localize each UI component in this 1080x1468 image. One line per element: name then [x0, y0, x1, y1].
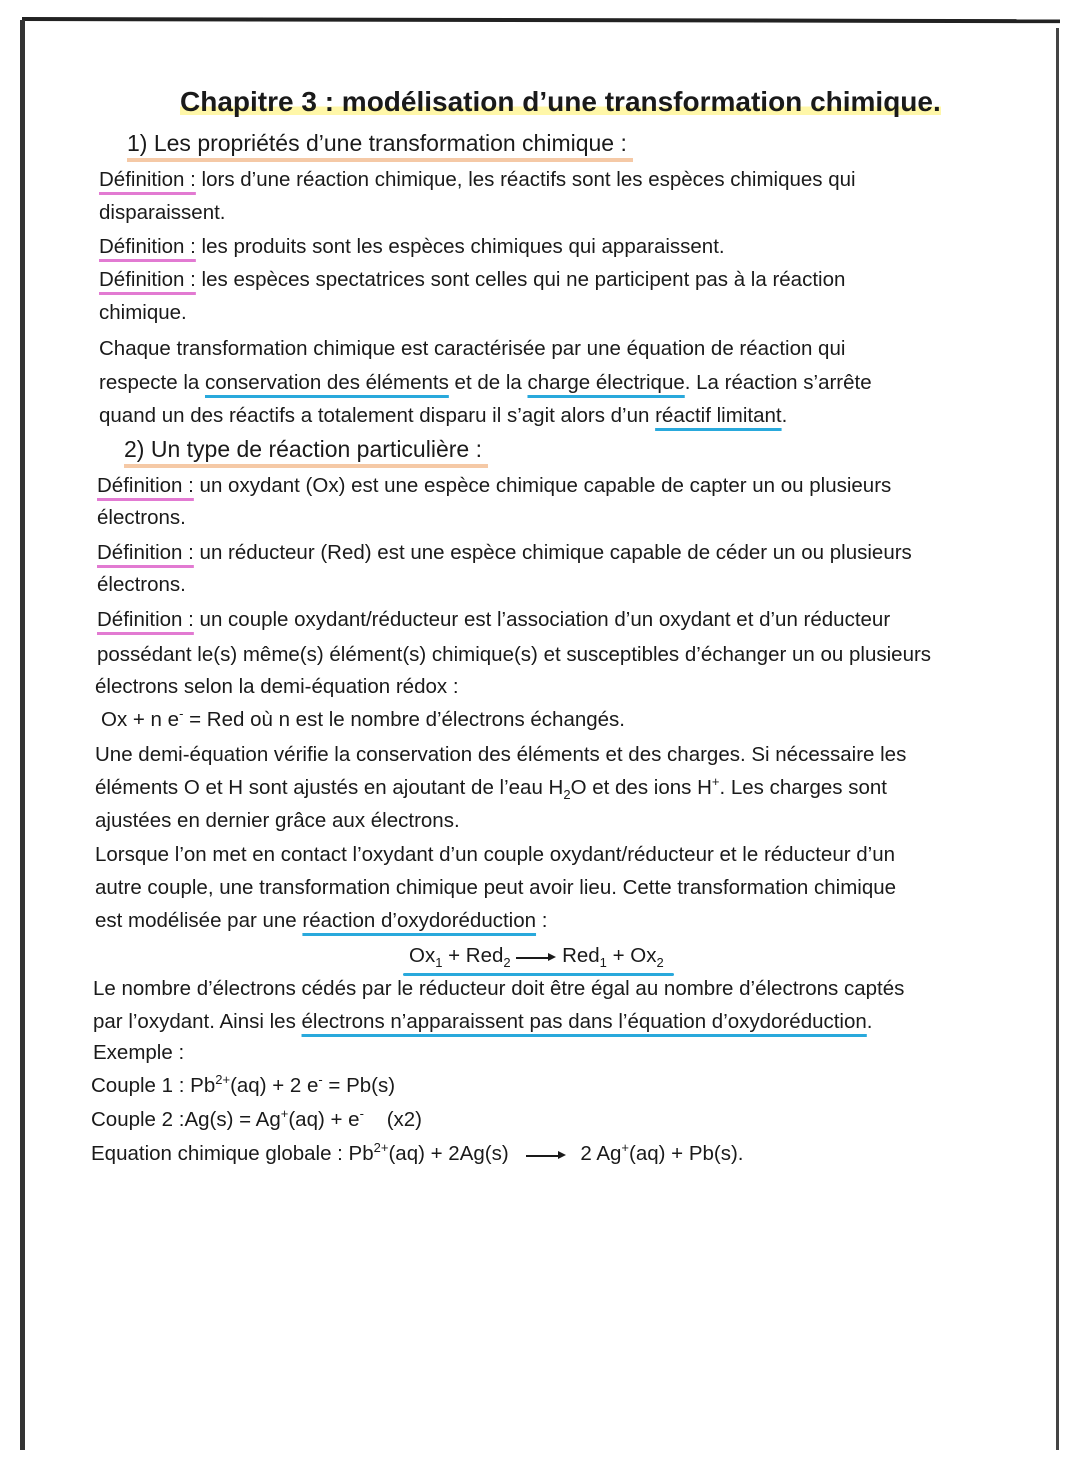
definition-reducteur-cont: électrons.	[97, 573, 186, 596]
section-heading-2: 2) Un type de réaction particulière :	[128, 436, 490, 463]
paragraph-demi-equation-l3: ajustées en dernier grâce aux électrons.	[95, 809, 460, 832]
definition-spectatrices-cont: chimique.	[99, 301, 187, 324]
example-couple-1: Couple 1 : $Pb^{2+}(aq) + 2$ e- = Pb(s)	[91, 1072, 396, 1097]
paragraph-demi-equation-l2: éléments O et H sont ajustés en ajoutant de l’eau $H_2O$ et des ions H+. Les charges sont	[95, 774, 887, 803]
paragraph-demi-equation: Une demi-équation vérifie la conservation des éléments et des charges. Si nécessaire les	[95, 743, 907, 766]
section-heading-1: 1) Les propriétés d’une transformation chimique :	[131, 130, 635, 157]
definition-oxydant-cont: électrons.	[97, 506, 186, 529]
paragraph-oxydoreduction-l3: est modélisée par une réaction d’oxydoréduction :	[95, 909, 548, 932]
definition-spectatrices: Définition : les espèces spectatrices sont celles qui ne participent pas à la réaction	[99, 268, 846, 291]
paragraph-electrons: Le nombre d’électrons cédés par le réducteur doit être égal au nombre d’électrons captés	[93, 977, 905, 1000]
paragraph-equation: Chaque transformation chimique est caractérisée par une équation de réaction qui	[99, 337, 846, 360]
definition-couple-l2: possédant le(s) même(s) élément(s) chimique(s) et susceptibles d’échanger un ou plusieurs	[97, 643, 932, 666]
definition-couple: Définition : un couple oxydant/réducteur est l’association d’un oxydant et d’un réducteur	[97, 608, 891, 631]
paragraph-equation-l3: quand un des réactifs a totalement disparu il s’agit alors d’un réactif limitant.	[99, 404, 788, 427]
definition-reactifs-cont: disparaissent.	[99, 201, 226, 224]
definition-reducteur: Définition : un réducteur (Red) est une espèce chimique capable de céder un ou plusieurs	[97, 541, 912, 564]
paragraph-oxydoreduction: Lorsque l’on met en contact l’oxydant d’un couple oxydant/réducteur et le réducteur d’un	[95, 843, 896, 866]
equation-underline	[403, 973, 674, 976]
paragraph-electrons-l2: par l’oxydant. Ainsi les électrons n’apparaissent pas dans l’équation d’oxydoréduction.	[93, 1010, 873, 1033]
definition-couple-l3: électrons selon la demi-équation rédox :	[95, 675, 459, 698]
definition-oxydant: Définition : un oxydant (Ox) est une espèce chimique capable de capter un ou plusieurs	[97, 474, 892, 497]
example-global-equation: Equation chimique globale : $Pb^{2+}(aq) + 2Ag(s)$ 2 Ag+(aq) + Pb(s).	[91, 1140, 744, 1165]
definition-reactifs: Définition : lors d’une réaction chimique, les réactifs sont les espèces chimiques qui	[99, 168, 856, 191]
paragraph-oxydoreduction-l2: autre couple, une transformation chimique peut avoir lieu. Cette transformation chimique	[95, 876, 897, 899]
example-couple-2: Couple 2 :Ag(s) = Ag+(aq) + e- (x2)	[91, 1106, 423, 1131]
example-label: Exemple :	[93, 1041, 185, 1064]
page-title: Chapitre 3 : modélisation d’une transformation chimique.	[180, 86, 941, 117]
definition-produits: Définition : les produits sont les espèces chimiques qui apparaissent.	[99, 235, 725, 258]
redox-equation: $Ox_1 + Red_2$ $Red_1 + Ox_2$	[409, 944, 664, 968]
paragraph-equation-l2: respecte la conservation des éléments et de la charge électrique. La réaction s’arrête	[99, 371, 872, 394]
demi-equation: Ox + n e- = Red où n est le nombre d’électrons échangés.	[101, 706, 625, 731]
